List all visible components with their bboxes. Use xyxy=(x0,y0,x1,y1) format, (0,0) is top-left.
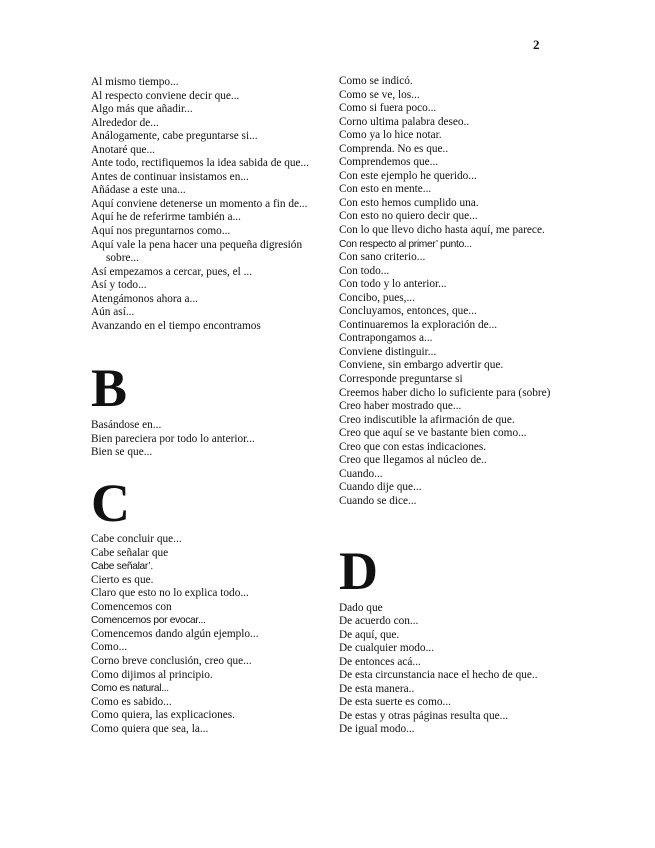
list-item: Atengámonos ahora a... xyxy=(91,292,198,305)
list-item: Cabe señalar que xyxy=(91,546,169,559)
list-item: Aquí nos preguntarnos como... xyxy=(91,225,231,238)
section-letter-d: D xyxy=(339,540,378,601)
section-c-list-continued xyxy=(339,75,559,509)
list-item: Claro que esto no lo explica todo... xyxy=(91,587,249,600)
list-item: Comencemos por evocar... xyxy=(91,615,206,627)
list-item: De esta manera.. xyxy=(339,682,415,695)
right-column xyxy=(339,75,559,737)
section-b-list xyxy=(91,419,311,460)
list-item: Así y todo... xyxy=(91,279,147,292)
list-item: Comencemos dando algún ejemplo... xyxy=(91,627,259,640)
list-item: Cuando dije que... xyxy=(339,481,422,494)
list-item: Cabe concluir que... xyxy=(91,533,182,546)
list-item: Como dijimos al principio. xyxy=(91,668,213,681)
list-item: Como ya lo hice notar. xyxy=(339,129,442,142)
list-item: Creo que aquí se ve bastante bien como... xyxy=(339,427,527,440)
list-item: Como quiera, las explicaciones. xyxy=(91,709,235,722)
list-item: Análogamente, cabe preguntarse si... xyxy=(91,130,258,143)
list-item: Bien pareciera por todo lo anterior... xyxy=(91,432,255,445)
list-item: Contrapongamos a... xyxy=(339,332,433,345)
list-item: Alrededor de... xyxy=(91,116,159,129)
section-letter-c: C xyxy=(91,473,130,534)
list-item: Como... xyxy=(91,641,128,654)
section-c-list xyxy=(91,533,311,736)
list-item: Dado que xyxy=(339,601,383,614)
list-item: Creo que llegamos al núcleo de.. xyxy=(339,454,487,467)
list-item: Como si fuera poco... xyxy=(339,102,437,115)
list-item: Continuaremos la exploración de... xyxy=(339,318,498,331)
list-item: Con todo y lo anterior... xyxy=(339,278,447,291)
list-item: Con respecto al primer’ punto... xyxy=(339,238,472,250)
list-item: De esta suerte es como... xyxy=(339,696,451,709)
list-item: Bien se que... xyxy=(91,446,153,459)
list-item: Al mismo tiempo... xyxy=(91,76,179,88)
list-item: Basándose en... xyxy=(91,419,162,432)
list-item: Corno ultima palabra deseo.. xyxy=(339,115,470,128)
list-item: Como se ve, los... xyxy=(339,88,420,101)
list-item: Con esto en mente... xyxy=(339,183,432,196)
left-column xyxy=(91,76,311,736)
list-item: Con todo... xyxy=(339,264,390,277)
list-item: Con esto no quiero decir que... xyxy=(339,210,478,223)
list-item: Comencemos con xyxy=(91,600,172,613)
list-item: Concibo, pues,... xyxy=(339,291,415,304)
list-item: Creo haber mostrado que... xyxy=(339,400,462,413)
list-item: De esta circunstancia nace el hecho de que.. xyxy=(339,669,538,682)
list-item: De acuerdo con... xyxy=(339,615,419,628)
list-item: Ante todo, rectifiquemos la idea sabida de que... xyxy=(91,157,310,170)
list-item: Cierto es que. xyxy=(91,573,154,586)
list-item: Cuando se dice... xyxy=(339,494,417,507)
list-item: Aquí vale la pena hacer una pequeña digresión sobre... xyxy=(91,238,303,265)
list-item: Antes de continuar insistamos en... xyxy=(91,170,249,183)
section-d-list xyxy=(339,602,559,737)
list-item: Cabe señalar’. xyxy=(91,561,153,573)
list-item: Como quiera que sea, la... xyxy=(91,722,209,735)
list-item: Aquí conviene detenerse un momento a fin de... xyxy=(91,197,308,210)
list-item: Cuando... xyxy=(339,467,383,480)
list-item: Aquí he de referirme también a... xyxy=(91,211,241,224)
list-item: Al respecto conviene decir que... xyxy=(91,89,240,102)
list-item: Con lo que llevo dicho hasta aquí, me parece. xyxy=(339,224,545,237)
list-item: Así empezamos a cercar, pues, el ... xyxy=(91,265,253,278)
list-item: Concluyamos, entonces, que... xyxy=(339,305,477,318)
list-item: De cualquier modo... xyxy=(339,642,435,655)
list-item: Corresponde preguntarse si xyxy=(339,373,463,386)
list-item: Conviene, sin embargo advertir que. xyxy=(339,359,504,372)
list-item: Creo indiscutible la afirmación de que. xyxy=(339,413,515,426)
list-item: Con esto hemos cumplido una. xyxy=(339,196,479,209)
section-a-list xyxy=(91,76,311,333)
list-item: De aquí, que. xyxy=(339,628,400,641)
list-item: De entonces acá... xyxy=(339,655,421,668)
list-item: Con sano criterio... xyxy=(339,251,426,264)
list-item: Algo más que añadir... xyxy=(91,103,193,116)
list-item: Añádase a este una... xyxy=(91,184,186,197)
section-letter-b: B xyxy=(91,358,128,419)
list-item: Conviene distinguir... xyxy=(339,345,437,358)
list-item: Comprendemos que... xyxy=(339,156,439,169)
list-item: De igual modo... xyxy=(339,723,415,736)
list-item: Como es natural... xyxy=(91,683,169,695)
list-item: Avanzando en el tiempo encontramos xyxy=(91,319,261,332)
page-number: 2 xyxy=(533,37,540,52)
list-item: Creo que con estas indicaciones. xyxy=(339,440,487,453)
list-item: Anotaré que... xyxy=(91,143,155,156)
list-item: Como es sabido... xyxy=(91,695,172,708)
list-item: De estas y otras páginas resulta que... xyxy=(339,709,509,722)
list-item: Corno breve conclusión, creo que... xyxy=(91,654,252,667)
list-item: Con este ejemplo he querido... xyxy=(339,169,477,182)
list-item: Creemos haber dicho lo suficiente para (sobre) xyxy=(339,386,551,399)
list-item: Aún así... xyxy=(91,306,135,319)
list-item: Como se indicó. xyxy=(339,75,413,87)
list-item: Comprenda. No es que.. xyxy=(339,142,449,155)
